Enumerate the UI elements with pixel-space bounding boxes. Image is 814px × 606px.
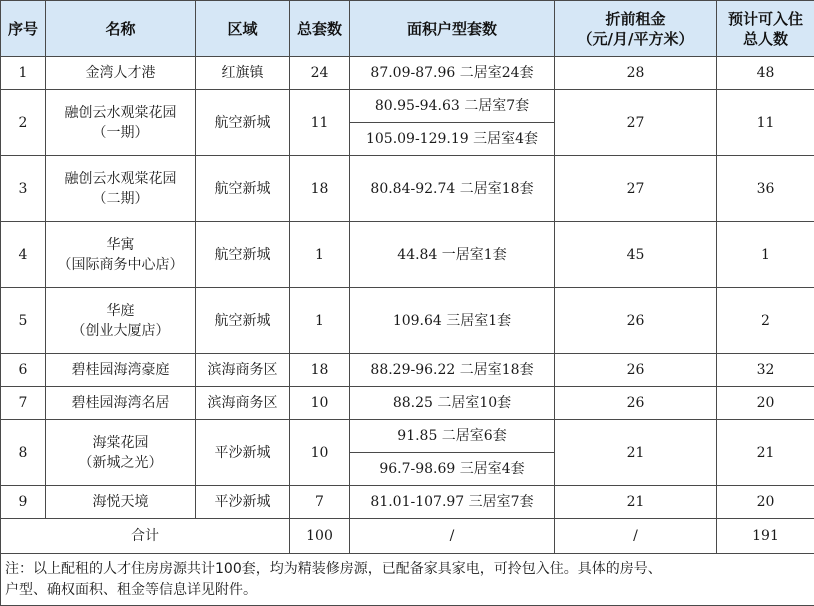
cell-name [46, 420, 196, 486]
cell-name-line2: （创业大厦店） [46, 321, 195, 341]
cell-no: 3 [1, 156, 46, 222]
cell-no: 7 [1, 387, 46, 420]
cell-rent: 21 [555, 420, 717, 486]
cell-layout: 88.29-96.22 二居室18套 [350, 354, 555, 387]
summary-total: 100 [290, 519, 350, 554]
cell-total: 18 [290, 156, 350, 222]
cell-name [46, 222, 196, 288]
cell-name-line2: （国际商务中心店） [46, 255, 195, 275]
footnote-line1: 注：以上配租的人才住房房源共计100套，均为精装修房源，已配备家具家电，可拎包入住。具体的房号、 [5, 559, 810, 580]
header-rent [555, 1, 717, 57]
cell-rent: 21 [555, 486, 717, 519]
cell-people: 21 [717, 420, 814, 486]
cell-people: 36 [717, 156, 814, 222]
cell-name-line1: 海棠花园 [46, 433, 195, 453]
footnote-line2: 户型、确权面积、租金等信息详见附件。 [5, 580, 810, 601]
header-no: 序号 [1, 1, 46, 57]
cell-rent: 27 [555, 90, 717, 156]
cell-no: 6 [1, 354, 46, 387]
cell-name-line2: （二期） [46, 189, 195, 209]
cell-layout: 105.09-129.19 三居室4套 [350, 123, 555, 156]
summary-label: 合计 [1, 519, 290, 554]
table-row [1, 387, 814, 420]
cell-rent: 26 [555, 354, 717, 387]
footnote [1, 554, 814, 606]
cell-name: 碧桂园海湾豪庭 [46, 354, 196, 387]
cell-total: 24 [290, 57, 350, 90]
summary-row [1, 519, 814, 554]
header-rent-line2: （元/月/平方米） [555, 29, 716, 49]
header-people [717, 1, 814, 57]
cell-area: 滨海商务区 [196, 354, 290, 387]
cell-total: 7 [290, 486, 350, 519]
cell-layout: 44.84 一居室1套 [350, 222, 555, 288]
cell-layout: 88.25 二居室10套 [350, 387, 555, 420]
cell-rent: 26 [555, 288, 717, 354]
table-row [1, 156, 814, 222]
cell-rent: 45 [555, 222, 717, 288]
summary-people: 191 [717, 519, 814, 554]
header-rent-line1: 折前租金 [555, 9, 716, 29]
cell-total: 10 [290, 420, 350, 486]
cell-area: 航空新城 [196, 156, 290, 222]
cell-layout: 87.09-87.96 二居室24套 [350, 57, 555, 90]
cell-rent: 27 [555, 156, 717, 222]
cell-no: 9 [1, 486, 46, 519]
cell-area: 航空新城 [196, 288, 290, 354]
cell-no: 5 [1, 288, 46, 354]
cell-rent: 26 [555, 387, 717, 420]
cell-name-line1: 华庭 [46, 301, 195, 321]
cell-area: 滨海商务区 [196, 387, 290, 420]
cell-people: 11 [717, 90, 814, 156]
cell-layout: 80.84-92.74 二居室18套 [350, 156, 555, 222]
summary-rent: / [555, 519, 717, 554]
table-row [1, 90, 814, 123]
cell-area: 红旗镇 [196, 57, 290, 90]
cell-people: 48 [717, 57, 814, 90]
cell-rent: 28 [555, 57, 717, 90]
cell-name-line1: 华寓 [46, 235, 195, 255]
cell-name-line2: （新城之光） [46, 453, 195, 473]
cell-layout: 109.64 三居室1套 [350, 288, 555, 354]
cell-people: 20 [717, 486, 814, 519]
cell-no: 1 [1, 57, 46, 90]
cell-total: 18 [290, 354, 350, 387]
cell-name [46, 288, 196, 354]
cell-name-line1: 融创云水观棠花园 [46, 103, 195, 123]
header-total: 总套数 [290, 1, 350, 57]
cell-area: 航空新城 [196, 222, 290, 288]
cell-name [46, 90, 196, 156]
table-row [1, 486, 814, 519]
table-row [1, 57, 814, 90]
note-row [1, 554, 814, 606]
cell-total: 10 [290, 387, 350, 420]
cell-total: 1 [290, 288, 350, 354]
cell-name: 海悦天境 [46, 486, 196, 519]
header-name: 名称 [46, 1, 196, 57]
table-row [1, 222, 814, 288]
cell-name: 碧桂园海湾名居 [46, 387, 196, 420]
cell-name: 金湾人才港 [46, 57, 196, 90]
cell-layout: 91.85 二居室6套 [350, 420, 555, 453]
cell-name [46, 156, 196, 222]
table-row [1, 288, 814, 354]
cell-layout: 80.95-94.63 二居室7套 [350, 90, 555, 123]
header-people-line2: 总人数 [717, 29, 814, 49]
cell-name-line2: （一期） [46, 123, 195, 143]
header-people-line1: 预计可入住 [717, 9, 814, 29]
cell-no: 2 [1, 90, 46, 156]
cell-people: 20 [717, 387, 814, 420]
cell-layout: 81.01-107.97 三居室7套 [350, 486, 555, 519]
cell-name-line1: 融创云水观棠花园 [46, 169, 195, 189]
cell-people: 2 [717, 288, 814, 354]
table-body [1, 57, 814, 606]
table-header [1, 1, 814, 57]
header-layout: 面积户型套数 [350, 1, 555, 57]
cell-total: 1 [290, 222, 350, 288]
cell-area: 平沙新城 [196, 486, 290, 519]
table-row [1, 354, 814, 387]
cell-total: 11 [290, 90, 350, 156]
table-row [1, 420, 814, 453]
cell-layout: 96.7-98.69 三居室4套 [350, 453, 555, 486]
cell-area: 平沙新城 [196, 420, 290, 486]
cell-area: 航空新城 [196, 90, 290, 156]
header-row [1, 1, 814, 57]
cell-no: 4 [1, 222, 46, 288]
summary-layout: / [350, 519, 555, 554]
cell-people: 32 [717, 354, 814, 387]
header-area: 区域 [196, 1, 290, 57]
cell-people: 1 [717, 222, 814, 288]
cell-no: 8 [1, 420, 46, 486]
